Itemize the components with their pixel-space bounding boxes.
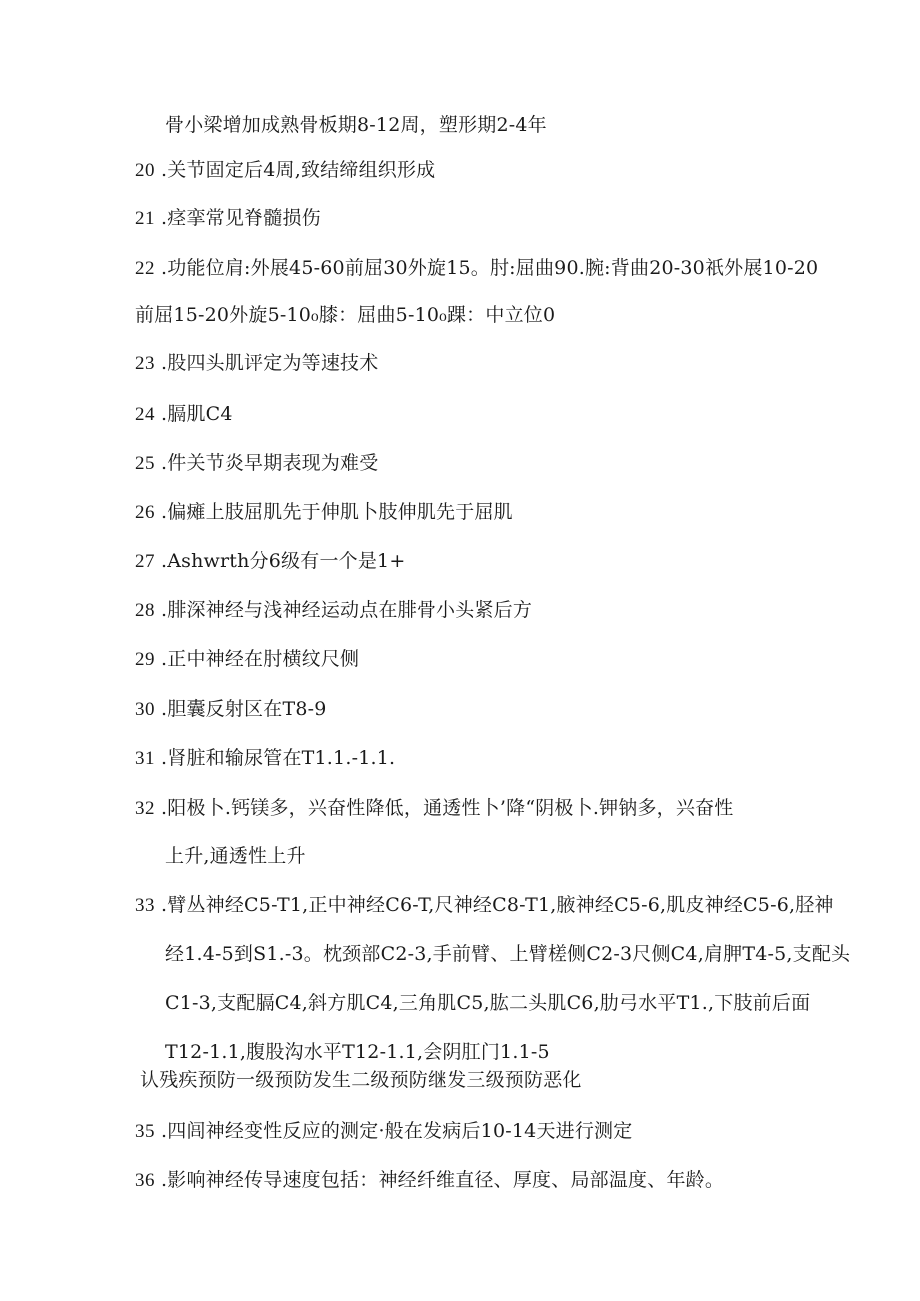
line-0: 骨小梁增加成熟骨板期8-12周，塑形期2-4年 <box>165 114 547 136</box>
item-30 <box>135 697 327 722</box>
item-29 <box>135 647 359 672</box>
item-text: .膈肌C4 <box>161 403 233 425</box>
item-text: .痉挛常见脊髓损伤 <box>161 207 321 229</box>
item-text: .正中神经在肘横纹尺侧 <box>161 648 360 670</box>
item-text: .Ashwrth分6级有一个是1+ <box>161 550 406 572</box>
item-32 <box>135 796 733 821</box>
item-text: .偏瘫上肢屈肌先于伸肌卜肢伸肌先于屈肌 <box>161 501 513 523</box>
item-number: 28 <box>135 600 155 621</box>
item-31 <box>135 746 395 771</box>
item-number: 23 <box>135 353 155 374</box>
item-22-cont <box>135 303 555 327</box>
item-20 <box>135 158 435 183</box>
item-24 <box>135 402 233 427</box>
item-33-cont-3 <box>165 1040 550 1064</box>
item-text: .功能位肩:外展45-60前屈30外旋15。肘:屈曲90.腕:背曲20-30祇外展10-20 <box>161 257 819 279</box>
item-33 <box>135 893 834 918</box>
item-number: 33 <box>135 895 155 916</box>
item-34 <box>140 1068 582 1092</box>
item-number: 24 <box>135 404 155 425</box>
item-number: 26 <box>135 502 155 523</box>
item-32-cont <box>165 844 306 868</box>
item-35 <box>135 1119 632 1144</box>
item-text: .腓深神经与浅神经运动点在腓骨小头紧后方 <box>161 599 533 621</box>
item-text: 认残疾预防一级预防发生二级预防继发三级预防恶化 <box>140 1069 582 1091</box>
item-number: 35 <box>135 1121 155 1142</box>
item-number: 31 <box>135 748 155 769</box>
item-text: C1-3,支配膈C4,斜方肌C4,三角肌C5,肱二头肌C6,肋弓水平T1.,下肢前后面 <box>165 992 811 1014</box>
item-number: 25 <box>135 453 155 474</box>
item-number: 30 <box>135 699 155 720</box>
item-26 <box>135 500 513 525</box>
item-text: .四闾神经变性反应的测定·般在发病后10-14天进行测定 <box>161 1120 633 1142</box>
item-text: .关节固定后4周,致结缔组织形成 <box>161 159 436 181</box>
item-25 <box>135 451 378 476</box>
item-text: 经1.4-5到S1.-3。枕颈部C2-3,手前臂、上臂槎侧C2-3尺侧C4,肩胛T4-5,支配头 <box>165 943 851 965</box>
item-33-cont-1 <box>165 942 850 966</box>
item-27 <box>135 549 405 574</box>
item-number: 21 <box>135 208 155 229</box>
item-21 <box>135 206 321 231</box>
item-text: .股四头肌评定为等速技术 <box>161 352 379 374</box>
item-36 <box>135 1168 724 1193</box>
item-text: .肾脏和输尿管在T1.1.-1.1. <box>161 747 396 769</box>
item-text: .件关节炎早期表现为难受 <box>161 452 379 474</box>
item-number: 27 <box>135 551 155 572</box>
item-23 <box>135 351 378 376</box>
item-text: .阳极卜.钙镁多，兴奋性降低，通透性卜’降“阴极卜.钾钠多，兴奋性 <box>161 797 734 819</box>
item-text: .胆囊反射区在T8-9 <box>161 698 327 720</box>
item-number: 20 <box>135 160 155 181</box>
item-number: 29 <box>135 649 155 670</box>
item-22 <box>135 256 818 281</box>
item-text: .臂丛神经C5-T1,正中神经C6-T,尺神经C8-T1,腋神经C5-6,肌皮神经C5-6,胫神 <box>161 894 834 916</box>
item-text: 前屈15-20外旋5-10₀膝：屈曲5-10₀踝：中立位0 <box>135 304 556 326</box>
item-33-cont-2 <box>165 991 810 1015</box>
item-number: 22 <box>135 258 155 279</box>
item-text: .影响神经传导速度包括：神经纤维直径、厚度、局部温度、年龄。 <box>161 1169 725 1191</box>
item-text: 上升,通透性上升 <box>165 845 306 867</box>
item-number: 32 <box>135 798 155 819</box>
item-text: T12-1.1,腹股沟水平T12-1.1,会阴肛门1.1-5 <box>165 1041 550 1063</box>
item-number: 36 <box>135 1170 155 1191</box>
item-28 <box>135 598 532 623</box>
